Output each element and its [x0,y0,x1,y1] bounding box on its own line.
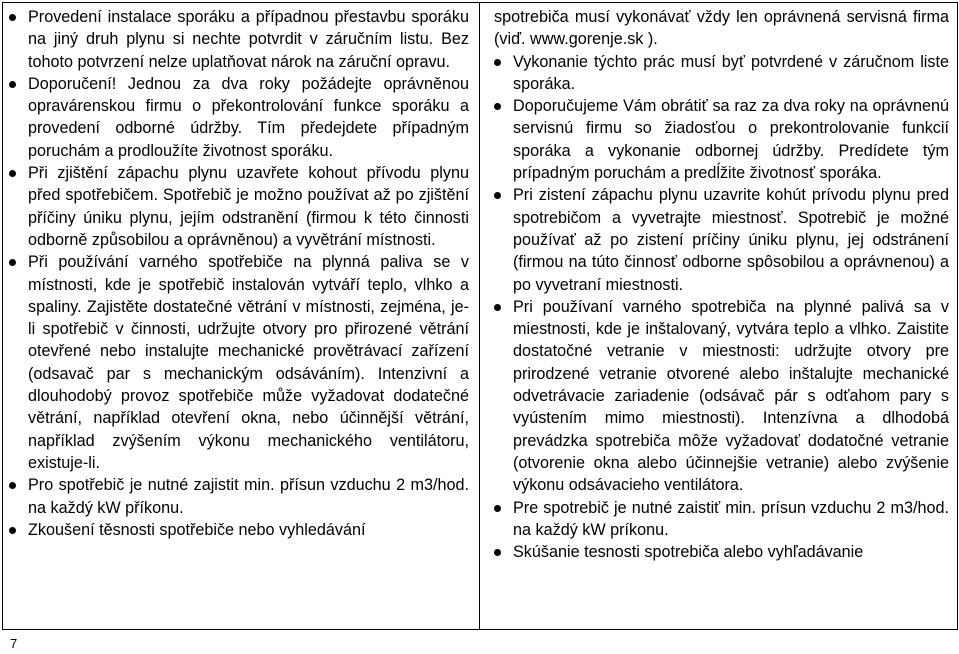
bullet-item [9,73,469,162]
bullet-icon [494,304,501,311]
bullet-icon [9,527,16,534]
bullet-item [494,184,949,295]
bullet-text: Pri používaní varného spotrebiča na plynné palivá sa v miestnosti, kde je inštalovaný, vytvára teplo a vlhko. Zaistite dostatočné vetranie v miestnosti: udržujte otvory pre prirodzené vetranie otvorené alebo inštalujte mechanické odvetrávacie zariadenie (odsávač pár s odťahom pary s vyústením mimo miestnosti). Intenzívna a dlhodobá prevádzka spotrebiča môže vyžadovať dodatočné vetranie (otvorenie okna alebo účinnejšie vetranie) alebo zvýšenie výkonu odsávacieho ventilátora. [513,297,949,495]
bullet-item [494,296,949,497]
slovak-column [480,3,957,629]
bullet-icon [9,14,16,21]
bullet-item [9,519,469,541]
bullet-text: Při zjištění zápachu plynu uzavřete kohout přívodu plynu před spotřebičem. Spotřebič je možno používat až po zjištění příčiny úniku plynu, jejím odstranění (firmou k této činnosti odborně způsobilou a oprávněnou) a vyvětrání místnosti. [28,164,469,249]
bullet-item [494,541,949,563]
bullet-text: Doporučujeme Vám obrátiť sa raz za dva roky na oprávnenú servisnú firmu so žiadosťou o prekontrolovanie funkcií sporáka a vykonanie odbornej údržby. Predídete tým prípadným poruchám a predĺžite životnosť sporáka. [513,97,949,183]
bullet-item [9,162,469,251]
bullet-icon [494,549,501,556]
bullet-text: Pri zistení zápachu plynu uzavrite kohút prívodu plynu pred spotrebičom a vyvetrajte miestnosť. Spotrebič je možné používať až po zistení príčiny úniku plynu, jej odstránení (firmou na túto činnosť odborne spôsobilou a oprávnenou) a po vyvetraní miestnosti. [513,186,949,294]
continuation-text [494,6,949,51]
bullet-text: Doporučení! Jednou za dva roky požádejte oprávněnou opravárenskou firmu o překontrolování funkce sporáku a provedení odborné údržby. Tím předejdete případným poruchám a prodloužíte životnost sporáku. [28,74,469,160]
czech-bullet-list [9,6,469,541]
bullet-item [494,95,949,184]
slovak-bullet-list [494,6,949,563]
bullet-item [494,497,949,542]
bullet-icon [9,259,16,266]
bullet-icon [9,170,16,177]
bullet-text: Při používání varného spotřebiče na plynná paliva se v místnosti, kde je spotřebič instalován vytváří teplo, vlhko a spaliny. Zajistěte dostatečné větrání v místnosti, zejména, je-li spotřebič v činnosti, udržujte otvory pro přirozené větrání otevřené nebo instalujte mechanické provětrávací zařízení (odsavač par s mechanickým odsáváním). Intenzivní a dlouhodobý provoz spotřebiče může vyžadovat dodatečné větrání, například otevření okna, nebo účinnější větrání, například zvýšením výkonu mechanického ventilátoru, existuje-li. [28,253,469,472]
bullet-icon [494,192,501,199]
bullet-icon [494,103,501,110]
bullet-item [9,6,469,73]
bullet-text: Zkoušení těsnosti spotřebiče nebo vyhledávání [28,520,366,539]
bullet-text: Vykonanie týchto prác musí byť potvrdené v záručnom liste sporáka. [513,52,949,93]
bullet-icon [494,59,501,66]
bullet-text: Pro spotřebič je nutné zajistit min. přísun vzduchu 2 m3/hod. na každý kW příkonu. [28,476,469,517]
bullet-item [494,51,949,96]
bullet-item [9,251,469,474]
bullet-text: Pre spotrebič je nutné zaistiť min. prísun vzduchu 2 m3/hod. na každý kW príkonu. [513,498,949,539]
bullet-item [9,474,469,519]
content-table [2,2,958,630]
czech-column [3,3,480,629]
bullet-icon [9,81,16,88]
bullet-text: spotrebiča musí vykonávať vždy len oprávnená servisná firma (viď. www.gorenje.sk ). [494,8,949,49]
bullet-icon [494,505,501,512]
bullet-text: Skúšanie tesnosti spotrebiča alebo vyhľadávanie [513,543,864,562]
bullet-text: Provedení instalace sporáku a případnou přestavbu sporáku na jiný druh plynu si nechte potvrdit v záručním listu. Bez tohoto potvrzení nelze uplatňovat nárok na záruční opravu. [28,8,469,71]
bullet-icon [9,482,16,489]
page-number: 7 [10,636,18,651]
